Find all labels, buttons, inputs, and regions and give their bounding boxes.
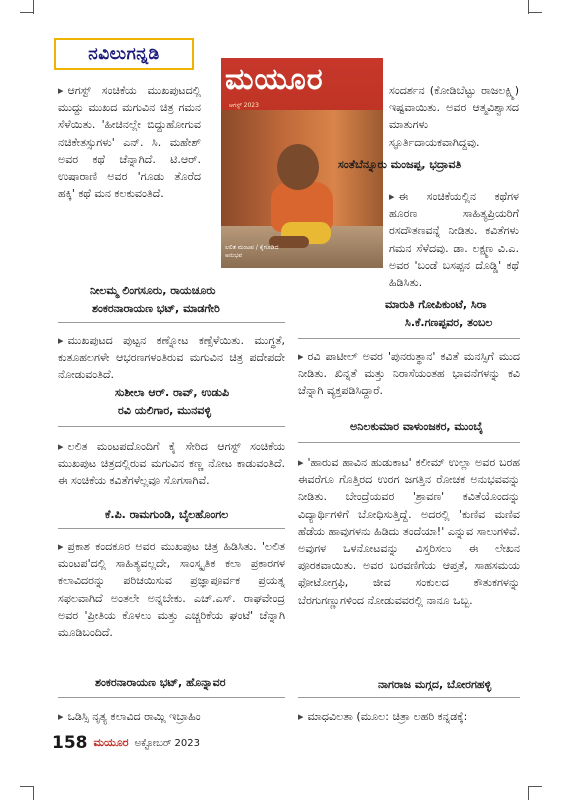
- letter-item: [298, 708, 520, 725]
- bullet-icon: ▸: [58, 84, 64, 97]
- crop-mark: [33, 0, 34, 14]
- bullet-icon: ▸: [389, 190, 395, 203]
- letter-signature: ನೀಲಮ್ಮ ಲಿಂಗಸೂರು, ರಾಯಚೂರು: [90, 284, 216, 297]
- page-number: 158: [52, 733, 88, 753]
- section-header: [54, 38, 194, 70]
- letter-item: [298, 454, 520, 609]
- bullet-icon: ▸: [58, 334, 64, 347]
- page-footer: [52, 733, 200, 753]
- divider: [58, 528, 285, 529]
- bullet-icon: ▸: [298, 710, 304, 723]
- letter-text: ಮುಖಪುಟದ ಪುಟ್ಟನ ಕಣ್ನೋಟ ಕಣ್ಸೆಳೆಯಿತು. ಮುಗ್ಧತೆ, ಕುತೂಹಲಗಳೇ ಆಭರಣಗಳಂತಿರುವ ಮಗುವಿನ ಚಿತ್ರ ಪದೇಪದೇ ನೋಡುವಂತಿದೆ.: [58, 334, 285, 382]
- letter-signature: ಸಿ.ಕೆ.ಗಣಪ್ಪವರ, ತಂಬಲ: [405, 316, 493, 329]
- letter-signature: ಮಾರುತಿ ಗೋಪಿಕುಂಟೆ, ಸಿರಾ: [385, 298, 487, 311]
- letter-signature: ಕೆ.ಪಿ. ರಾಮಗುಂಡಿ, ಬೈಲಹೊಂಗಲ: [105, 508, 229, 521]
- cover-subtitle: ಆಗಸ್ಟ್ 2023: [229, 102, 259, 109]
- crop-mark: [20, 12, 34, 13]
- letter-signature: ರವಿ ಯಲಿಗಾರ, ಮುನವಳ್ಳಿ: [118, 404, 212, 417]
- letter-signature: ಅನಿಲಕುಮಾರ ವಾಳುಂಜಕರ, ಮುಂಬೈ: [350, 420, 484, 433]
- letter-signature: ನಾಗರಾಜ ಮಗ್ಗದ, ಬೋರಗಹಳ್ಳಿ: [378, 678, 492, 691]
- cover-corner-text: ಲಲಿತ ಮಂಟಪ / ಕೈಗೂಡಿದ ಅನುಭವ: [225, 244, 279, 259]
- bullet-icon: ▸: [58, 440, 64, 453]
- letter-text: ರವಿ ಪಾಟೀಲ್ ಅವರ 'ಪುನರುತ್ಥಾನ' ಕವಿತೆ ಮನಸ್ಸಿಗೆ ಮುದ ನೀಡಿತು. ಖಿನ್ನತೆ ಮತ್ತು ನಿರಾಸೆಯಂತಹ ಭಾವನೆಗಳನ್ನು ಕವಿ ಚೆನ್ನಾಗಿ ವ್ಯಕ್ತಪಡಿಸಿದ್ದಾರೆ.: [298, 350, 520, 398]
- letter-text: ಸಂದರ್ಶನ (ಕೋಡಿಬೆಟ್ಟು ರಾಜಲಕ್ಷ್ಮಿ) ಇಷ್ಟವಾಯಿತು. ಅವರ ಆತ್ಮವಿಶ್ವಾಸದ ಮಾತುಗಳು ಸ್ಫೂರ್ತಿದಾಯಕವಾಗಿದ್ದವು.: [389, 84, 519, 149]
- letter-signature: ಸುಶೀಲಾ ಆರ್. ರಾವ್, ಉಡುಪಿ: [115, 386, 230, 399]
- letter-item: [58, 538, 285, 641]
- divider: [58, 426, 285, 427]
- letter-item: [298, 348, 520, 400]
- bullet-icon: ▸: [298, 456, 304, 469]
- cover-title: ಮಯೂರ: [225, 62, 324, 97]
- divider: [298, 697, 520, 698]
- letter-item: [58, 438, 285, 490]
- issue-month: ಅಕ್ಟೋಬರ್ 2023: [134, 737, 200, 749]
- letter-signature: ಸಂತೆಬೆನ್ನೂರು ಮಂಜಪ್ಪ, ಭದ್ರಾವತಿ: [338, 158, 462, 171]
- letter-signature: ಶಂಕರನಾರಾಯಣ ಭಟ್, ಮಾಡಗೇರಿ: [92, 302, 220, 315]
- divider: [58, 322, 285, 323]
- section-title: ನವಿಲುಗನ್ನಡಿ: [88, 44, 160, 64]
- letter-signature: ಶಂಕರನಾರಾಯಣ ಭಟ್, ಹೊನ್ನಾವರ: [95, 676, 226, 689]
- letter-text: ಆಗಸ್ಟ್ ಸಂಚಿಕೆಯ ಮುಖಪುಟದಲ್ಲಿ ಮುದ್ದು ಮುಖದ ಮಗುವಿನ ಚಿತ್ರ ಗಮನ ಸೆಳೆಯಿತು. 'ಹೀಚಿನಲ್ಲೇ ಬಿದ್ದುಹೋಗುವ ನಚಿಕೇತಸ್ಸುಗಳು' ಎನ್. ಸಿ. ಮಹೇಶ್ ಅವರ ಕಥೆ ಚೆನ್ನಾಗಿದೆ. ಟಿ.ಆರ್. ಉಷಾರಾಣಿ ಅವರ 'ಗೂಡು ತೊರೆದ ಹಕ್ಕಿ' ಕಥೆ ಮನ ಕಲಕುವಂತಿದೆ.: [58, 84, 201, 201]
- letter-item: [58, 332, 285, 384]
- bullet-icon: ▸: [58, 540, 64, 553]
- child-figure: [277, 144, 319, 190]
- crop-mark: [528, 12, 542, 13]
- divider: [298, 338, 520, 339]
- crop-mark: [33, 786, 34, 800]
- letter-item: [389, 188, 519, 291]
- letter-item: [389, 82, 519, 151]
- bullet-icon: ▸: [298, 350, 304, 363]
- crop-mark: [528, 0, 529, 14]
- divider: [58, 697, 285, 698]
- letter-text: ಈ ಸಂಚಿಕೆಯಲ್ಲಿನ ಕಥೆಗಳ ಹೂರಣ ಸಾಹಿತ್ಯಪ್ರಿಯರಿಗೆ ರಸದೌತಣವನ್ನೆ ನೀಡಿತು. ಕವಿತೆಗಳು ಗಮನ ಸೆಳೆದವು. ಡಾ. ಲಕ್ಷ್ಮಣ ವಿ.ಎ. ಅವರ 'ಬಂಡೆ ಬಸಪ್ಪನ ದೊಡ್ಡಿ' ಕಥೆ ಹಿಡಿಸಿತು.: [389, 190, 519, 290]
- letter-text: 'ಹಾರುವ ಹಾವಿನ ಹುಡುಕಾಟ' ಕಲೀಮ್ ಉಲ್ಲಾ ಅವರ ಬರಹ ಈವರೆಗೂ ಗೊತ್ತಿರದ ಉರಗ ಜಗತ್ತಿನ ರೋಚಕ ಅನುಭವವನ್ನು ನೀಡಿತು. ಬೇಂದ್ರೆಯವರ 'ಶ್ರಾವಣ' ಕವಿತೆಯೊಂದನ್ನು ವಿದ್ಯಾರ್ಥಿಗಳಿಗೆ ಬೋಧಿಸುತ್ತಿದ್ದೆ. ಅದರಲ್ಲಿ 'ಕುಣಿವ ಮಣಿವ ಹೆಡೆಯ ಹಾವುಗಳನು ಹಿಡಿದು ತಂದೆಯಾ!' ಎನ್ನುವ ಸಾಲುಗಳಿವೆ. ಅವುಗಳ ಒಳನೋಟವನ್ನು ವಿಸ್ತರಿಸಲು ಈ ಲೇಖನ ಪೂರಕವಾಯಿತು. ಅವರ ಬರವಣಿಗೆಯ ಆಪ್ತತೆ, ಸಾಹಸಮಯ ಫೋಟೋಗ್ರಫಿ, ಜೀವ ಸಂಕುಲದ ಕೌತುಕಗಳನ್ನು ಬೆರಗುಗಣ್ಣುಗಳಿಂದ ನೋಡುವವರಲ್ಲಿ ನಾನೂ ಒಬ್ಬ.: [298, 456, 520, 607]
- letter-text: ಪ್ರಕಾಶ ಕಂದಕೂರ ಅವರ ಮುಖಪುಟ ಚಿತ್ರ ಹಿಡಿಸಿತು. 'ಲಲಿತ ಮಂಟಪ'ದಲ್ಲಿ ಸಾಹಿತ್ಯವಲ್ಲದೇ, ಸಾಂಸ್ಕೃತಿಕ ಕಲಾ ಪ್ರಕಾರಗಳ ಕಲಾವಿದರನ್ನು ಪರಿಚಯಿಸುವ ಪ್ರಜ್ಞಾಪೂರ್ವಕ ಪ್ರಯತ್ನ ಸಫಲವಾಗಿದೆ ಅಂತಲೇ ಅನ್ನಬೇಕು. ಎಚ್.ಎಸ್. ರಾಘವೇಂದ್ರ ಅವರ 'ಪ್ರೀತಿಯ ಕೊಳಲು ಮತ್ತು ಎಚ್ಚರಿಕೆಯ ಘಂಟೆ' ಚೆನ್ನಾಗಿ ಮೂಡಿಬಂದಿದೆ.: [58, 540, 285, 640]
- letter-text: ಮಾಧವಿಲತಾ (ಮೂಲ: ಚಿತ್ರಾ ಲಹರಿ ಕನ್ನಡಕ್ಕೆ:: [307, 710, 468, 723]
- letter-text: ಒಡಿಸ್ಸಿ ನೃತ್ಯ ಕಲಾವಿದ ರಾಮ್ಲಿ ಇಬ್ರಾಹಿಂ: [67, 710, 201, 723]
- crop-mark: [20, 786, 34, 787]
- letter-text: ಲಲಿತ ಮಂಟಪದೊಂದಿಗೆ ಕೈ ಸೇರಿದ ಆಗಸ್ಟ್ ಸಂಚಿಕೆಯ ಮುಖಪುಟ ಚಿತ್ರದಲ್ಲಿರುವ ಮಗುವಿನ ಕಣ್ಣ ನೋಟ ಕಾಡುವಂತಿದೆ. ಈ ಸಂಚಿಕೆಯ ಕವಿತೆಗಳೆಲ್ಲವೂ ಸೊಗಸಾಗಿವೆ.: [58, 440, 285, 488]
- crop-mark: [528, 786, 529, 800]
- divider: [298, 442, 520, 443]
- letter-item: [58, 82, 201, 202]
- crop-mark: [528, 786, 542, 787]
- magazine-logo: ಮಯೂರ: [93, 736, 129, 749]
- bullet-icon: ▸: [58, 710, 64, 723]
- letter-item: [58, 708, 285, 725]
